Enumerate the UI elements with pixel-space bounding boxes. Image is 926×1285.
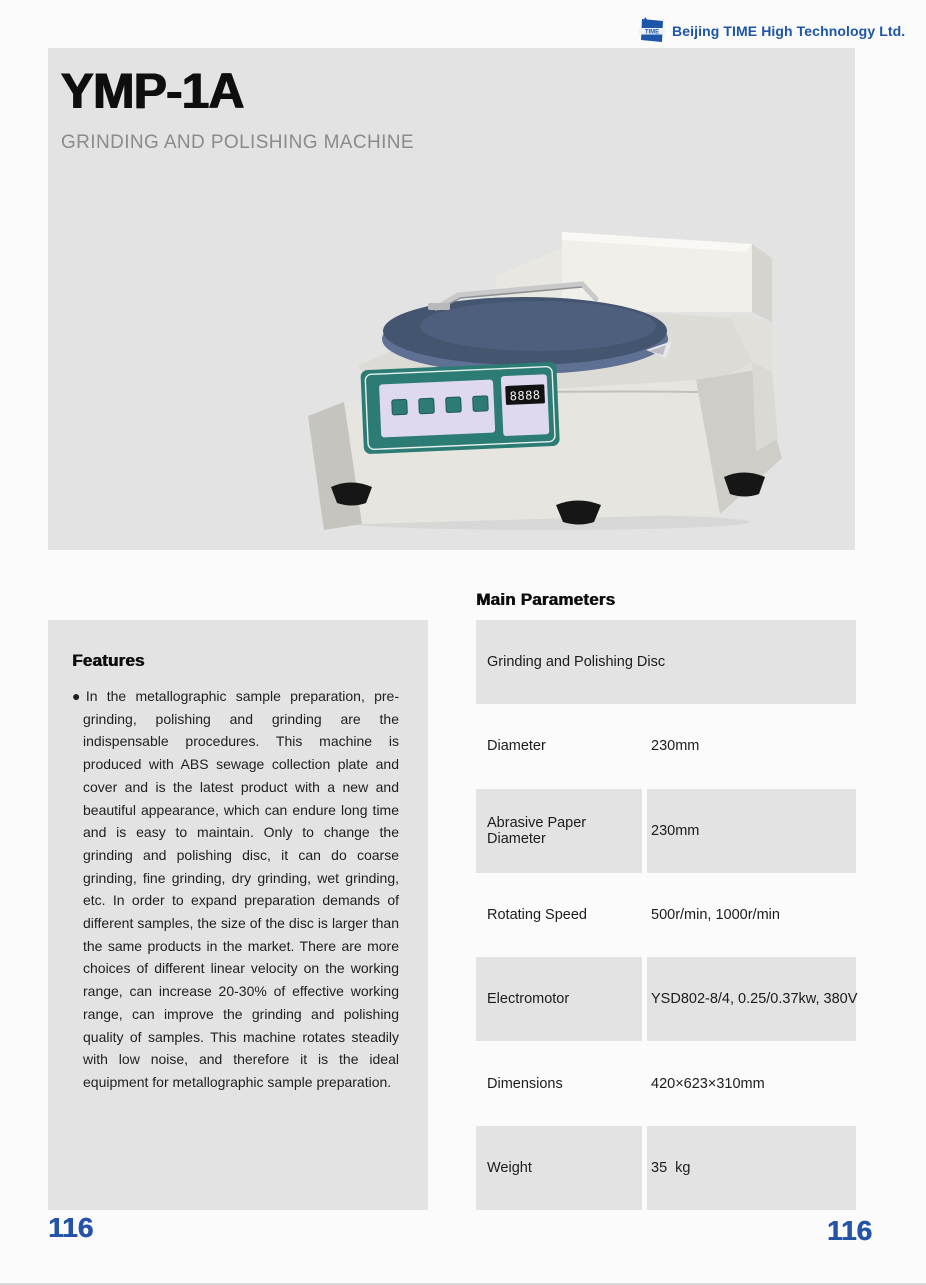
page-number-left: 116 xyxy=(48,1212,94,1243)
param-label: Rotating Speed xyxy=(487,907,587,924)
param-row xyxy=(476,957,856,1041)
param-value: YSD802-8/4, 0.25/0.37kw, 380V xyxy=(647,957,856,1041)
param-value: 35 kg xyxy=(647,1126,856,1210)
machine-subtitle: GRINDING AND POLISHING MACHINE xyxy=(61,132,414,153)
control-panel xyxy=(360,362,559,454)
machine-photo xyxy=(300,200,792,535)
param-label: Dimensions xyxy=(487,1075,563,1092)
param-label: Abrasive Paper Diameter xyxy=(476,789,642,873)
param-label: Weight xyxy=(476,1126,642,1210)
bullet-marker: ● xyxy=(72,688,86,704)
hero-panel xyxy=(48,48,855,550)
param-label: Diameter xyxy=(487,738,546,755)
param-value: 420×623×310mm xyxy=(651,1075,765,1092)
features-panel xyxy=(48,620,428,1210)
features-heading: Features xyxy=(72,651,145,670)
param-row xyxy=(476,704,856,788)
features-text: In the metallographic sample preparation, pre-grinding, polishing and grinding are the indispensable procedures. This machine is produced with ABS sewage collection plate and cover and is the latest product with a new and beautiful appearance, which can endure long time and is easy to maintain. Only to change the grinding and polishing disc, it can do coarse grinding, fine grinding, dry grinding, wet grinding, etc. In order to expand preparation demands of different samples, the size of the disc is larger than the same products in the market. There are more choices of different linear velocity on the working range, can increase 20-30% of effective working range, can improve the grinding and polishing quality of samples. This machine rotates steadily with low noise, and therefore it is the ideal equipment for metallographic sample preparation. xyxy=(83,688,399,1090)
model-title: YMP-1A xyxy=(60,63,243,119)
param-row xyxy=(476,1041,856,1125)
param-header-row: Grinding and Polishing Disc xyxy=(476,620,856,704)
header-brand xyxy=(639,17,905,45)
page-number-right: 116 xyxy=(826,1215,872,1246)
param-row xyxy=(476,873,856,957)
param-row xyxy=(476,1126,856,1210)
param-value: 230mm xyxy=(651,738,700,755)
param-label: Electromotor xyxy=(476,957,642,1041)
features-paragraph xyxy=(72,685,399,1094)
param-row xyxy=(476,789,856,873)
params-table xyxy=(476,620,856,1210)
svg-text:TIME: TIME xyxy=(644,29,660,36)
params-heading: Main Parameters xyxy=(476,590,616,609)
time-logo-icon xyxy=(639,17,665,45)
param-value: 230mm xyxy=(647,789,856,873)
param-value: 500r/min, 1000r/min xyxy=(651,907,780,924)
speed-display: 8888 xyxy=(509,387,541,404)
company-name: Beijing TIME High Technology Ltd. xyxy=(672,23,906,39)
